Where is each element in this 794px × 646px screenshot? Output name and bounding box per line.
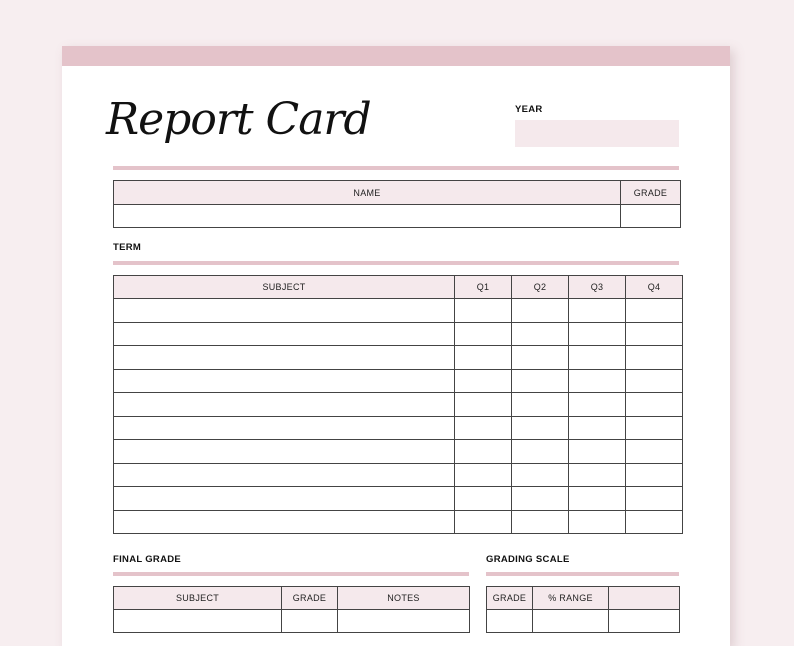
quarter-cell[interactable] — [569, 440, 626, 464]
scale-extra-cell[interactable] — [609, 610, 680, 633]
final-subject-cell[interactable] — [114, 610, 282, 633]
final-grade-cell[interactable] — [282, 610, 338, 633]
table-row — [114, 322, 683, 346]
quarter-cell[interactable] — [626, 510, 683, 534]
q4-header: Q4 — [626, 276, 683, 299]
quarter-cell[interactable] — [626, 369, 683, 393]
quarter-cell[interactable] — [626, 393, 683, 417]
quarter-cell[interactable] — [512, 322, 569, 346]
quarter-cell[interactable] — [455, 322, 512, 346]
q2-header: Q2 — [512, 276, 569, 299]
quarter-cell[interactable] — [626, 440, 683, 464]
quarter-cell[interactable] — [626, 487, 683, 511]
quarter-cell[interactable] — [512, 299, 569, 323]
scale-grade-header: GRADE — [487, 587, 533, 610]
divider-rule — [113, 166, 679, 170]
quarter-cell[interactable] — [626, 416, 683, 440]
subject-cell[interactable] — [114, 440, 455, 464]
scale-range-cell[interactable] — [533, 610, 609, 633]
report-card-sheet — [62, 46, 730, 646]
term-rule — [113, 261, 679, 265]
table-row — [114, 510, 683, 534]
grade-cell[interactable] — [621, 205, 681, 228]
final-grade-table — [113, 586, 470, 633]
scale-grade-cell[interactable] — [487, 610, 533, 633]
name-header: NAME — [114, 181, 621, 205]
q1-header: Q1 — [455, 276, 512, 299]
student-table — [113, 180, 681, 228]
subject-cell[interactable] — [114, 322, 455, 346]
table-row — [114, 440, 683, 464]
quarter-cell[interactable] — [455, 299, 512, 323]
quarter-cell[interactable] — [455, 463, 512, 487]
quarter-cell[interactable] — [512, 440, 569, 464]
final-grade-header: GRADE — [282, 587, 338, 610]
page-title: Report Card — [106, 94, 371, 145]
quarter-cell[interactable] — [569, 463, 626, 487]
year-label: YEAR — [515, 104, 543, 115]
quarter-cell[interactable] — [569, 322, 626, 346]
top-band — [62, 46, 730, 66]
subject-cell[interactable] — [114, 510, 455, 534]
quarter-cell[interactable] — [569, 510, 626, 534]
table-row — [114, 416, 683, 440]
quarter-cell[interactable] — [455, 510, 512, 534]
table-row — [114, 463, 683, 487]
scale-range-header: % RANGE — [533, 587, 609, 610]
subject-cell[interactable] — [114, 416, 455, 440]
quarter-cell[interactable] — [626, 346, 683, 370]
subject-cell[interactable] — [114, 299, 455, 323]
quarter-cell[interactable] — [569, 393, 626, 417]
final-grade-label: FINAL GRADE — [113, 554, 182, 565]
grading-scale-label: GRADING SCALE — [486, 554, 570, 565]
table-row — [114, 369, 683, 393]
quarter-cell[interactable] — [455, 440, 512, 464]
quarter-cell[interactable] — [512, 369, 569, 393]
quarter-cell[interactable] — [512, 393, 569, 417]
subject-cell[interactable] — [114, 463, 455, 487]
scale-extra-header — [609, 587, 680, 610]
quarter-cell[interactable] — [455, 393, 512, 417]
quarter-cell[interactable] — [455, 487, 512, 511]
quarter-cell[interactable] — [512, 346, 569, 370]
table-row — [114, 393, 683, 417]
subject-cell[interactable] — [114, 346, 455, 370]
final-notes-header: NOTES — [338, 587, 470, 610]
name-cell[interactable] — [114, 205, 621, 228]
subject-header: SUBJECT — [114, 276, 455, 299]
final-subject-header: SUBJECT — [114, 587, 282, 610]
table-row — [114, 299, 683, 323]
quarter-cell[interactable] — [512, 510, 569, 534]
quarter-cell[interactable] — [455, 416, 512, 440]
grading-scale-table — [486, 586, 680, 633]
subjects-table — [113, 275, 683, 534]
quarter-cell[interactable] — [569, 416, 626, 440]
q3-header: Q3 — [569, 276, 626, 299]
quarter-cell[interactable] — [569, 299, 626, 323]
quarter-cell[interactable] — [626, 463, 683, 487]
quarter-cell[interactable] — [626, 322, 683, 346]
grading-scale-rule — [486, 572, 679, 576]
quarter-cell[interactable] — [455, 369, 512, 393]
quarter-cell[interactable] — [512, 416, 569, 440]
quarter-cell[interactable] — [569, 369, 626, 393]
quarter-cell[interactable] — [455, 346, 512, 370]
grade-header: GRADE — [621, 181, 681, 205]
term-label: TERM — [113, 242, 142, 253]
table-row — [114, 346, 683, 370]
final-notes-cell[interactable] — [338, 610, 470, 633]
year-field[interactable] — [515, 120, 679, 147]
final-grade-rule — [113, 572, 469, 576]
quarter-cell[interactable] — [626, 299, 683, 323]
quarter-cell[interactable] — [512, 463, 569, 487]
quarter-cell[interactable] — [569, 487, 626, 511]
subject-cell[interactable] — [114, 369, 455, 393]
quarter-cell[interactable] — [512, 487, 569, 511]
table-row — [114, 487, 683, 511]
subject-cell[interactable] — [114, 393, 455, 417]
quarter-cell[interactable] — [569, 346, 626, 370]
subject-cell[interactable] — [114, 487, 455, 511]
